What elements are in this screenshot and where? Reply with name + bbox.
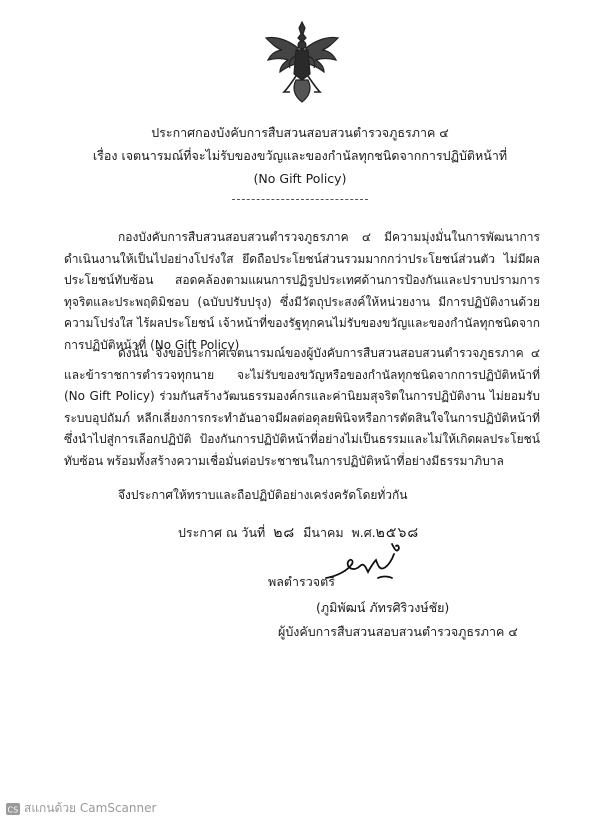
date-year-prefix: พ.ศ.	[351, 525, 376, 540]
date-month: มีนาคม	[303, 525, 344, 540]
paragraph-1	[64, 227, 540, 357]
paragraph-2-text: ดังนั้น จึงขอประกาศเจตนารมณ์ของผู้บังคับการสืบสวนสอบสวนตำรวจภูธรภาค ๔ และข้าราชการตำรวจทุกนาย จะไม่รับของขวัญหรือของกำนัลทุกชนิดจากการปฏิบัติหน้าที่ (No Gift Policy) ร่วมกันสร้างวัฒนธรรมองค์กรและค่านิยมสุจริตในการปฏิบัติงาน ไม่ยอมรับระบบอุปถัมภ์ หลีกเลี่ยงการกระทำอันอาจมีผลต่อดุลยพินิจหรือการตัดสินใจในการปฏิบัติหน้าที่ซึ่งนำไปสู่การเลือกปฏิบัติ ป้องกันการปฏิบัติหน้าที่อย่างไม่เป็นธรรมและไม่ให้เกิดผลประโยชน์ทับซ้อน พร้อมทั้งสร้างความเชื่อมั่นต่อประชาชนในการปฏิบัติหน้าที่อย่างมีธรรมาภิบาล	[64, 346, 540, 468]
paragraph-3: จึงประกาศให้ทราบและถือปฏิบัติอย่างเคร่งครัดโดยทั่วกัน	[118, 488, 408, 502]
announcement-subject: เรื่อง เจตนารมณ์ที่จะไม่รับของขวัญและของกำนัลทุกชนิดจากการปฏิบัติหน้าที่	[92, 148, 508, 163]
garuda-emblem-icon	[262, 18, 342, 104]
paragraph-2	[64, 343, 540, 473]
announcement-title: ประกาศกองบังคับการสืบสวนสอบสวนตำรวจภูธรภาค ๔	[151, 125, 449, 140]
svg-text:CS: CS	[7, 805, 19, 814]
signatory-name: (ภูมิพัฒน์ ภัทรศิริวงษ์ชัย)	[316, 600, 450, 615]
announcement-subtitle: (No Gift Policy)	[253, 171, 347, 186]
signatory-rank: พลตำรวจตรี	[268, 574, 335, 589]
signatory-position: ผู้บังคับการสืบสวนสอบสวนตำรวจภูธรภาค ๔	[278, 624, 518, 639]
date-day: ๒๘	[273, 525, 296, 541]
date-prefix: ประกาศ ณ วันที่	[178, 525, 266, 540]
title-divider	[232, 199, 368, 200]
watermark-text: สแกนด้วย CamScanner	[24, 801, 157, 815]
camscanner-watermark	[6, 799, 156, 818]
date-year: ๒๕๖๘	[375, 525, 420, 541]
camscanner-logo-icon	[6, 803, 20, 815]
paragraph-1-text: กองบังคับการสืบสวนสอบสวนตำรวจภูธรภาค ๔ มีความมุ่งมั่นในการพัฒนาการดำเนินงานให้เป็นไปอย่างโปร่งใส ยึดถือประโยชน์ส่วนรวมมากกว่าประโยชน์ส่วนตัว ไม่มีผลประโยชน์ทับซ้อน สอดคล้องตามแผนการปฏิรูปประเทศด้านการป้องกันและปราบปรามการทุจริตและประพฤติมิชอบ (ฉบับปรับปรุง) ซึ่งมีวัตถุประสงค์ให้หน่วยงาน มีการปฏิบัติงานด้วยความโปร่งใส ไร้ผลประโยชน์ เจ้าหน้าที่ของรัฐทุกคนไม่รับของขวัญและของกำนัลทุกชนิดจากการปฏิบัติหน้าที่ (No Gift Policy)	[64, 230, 540, 352]
